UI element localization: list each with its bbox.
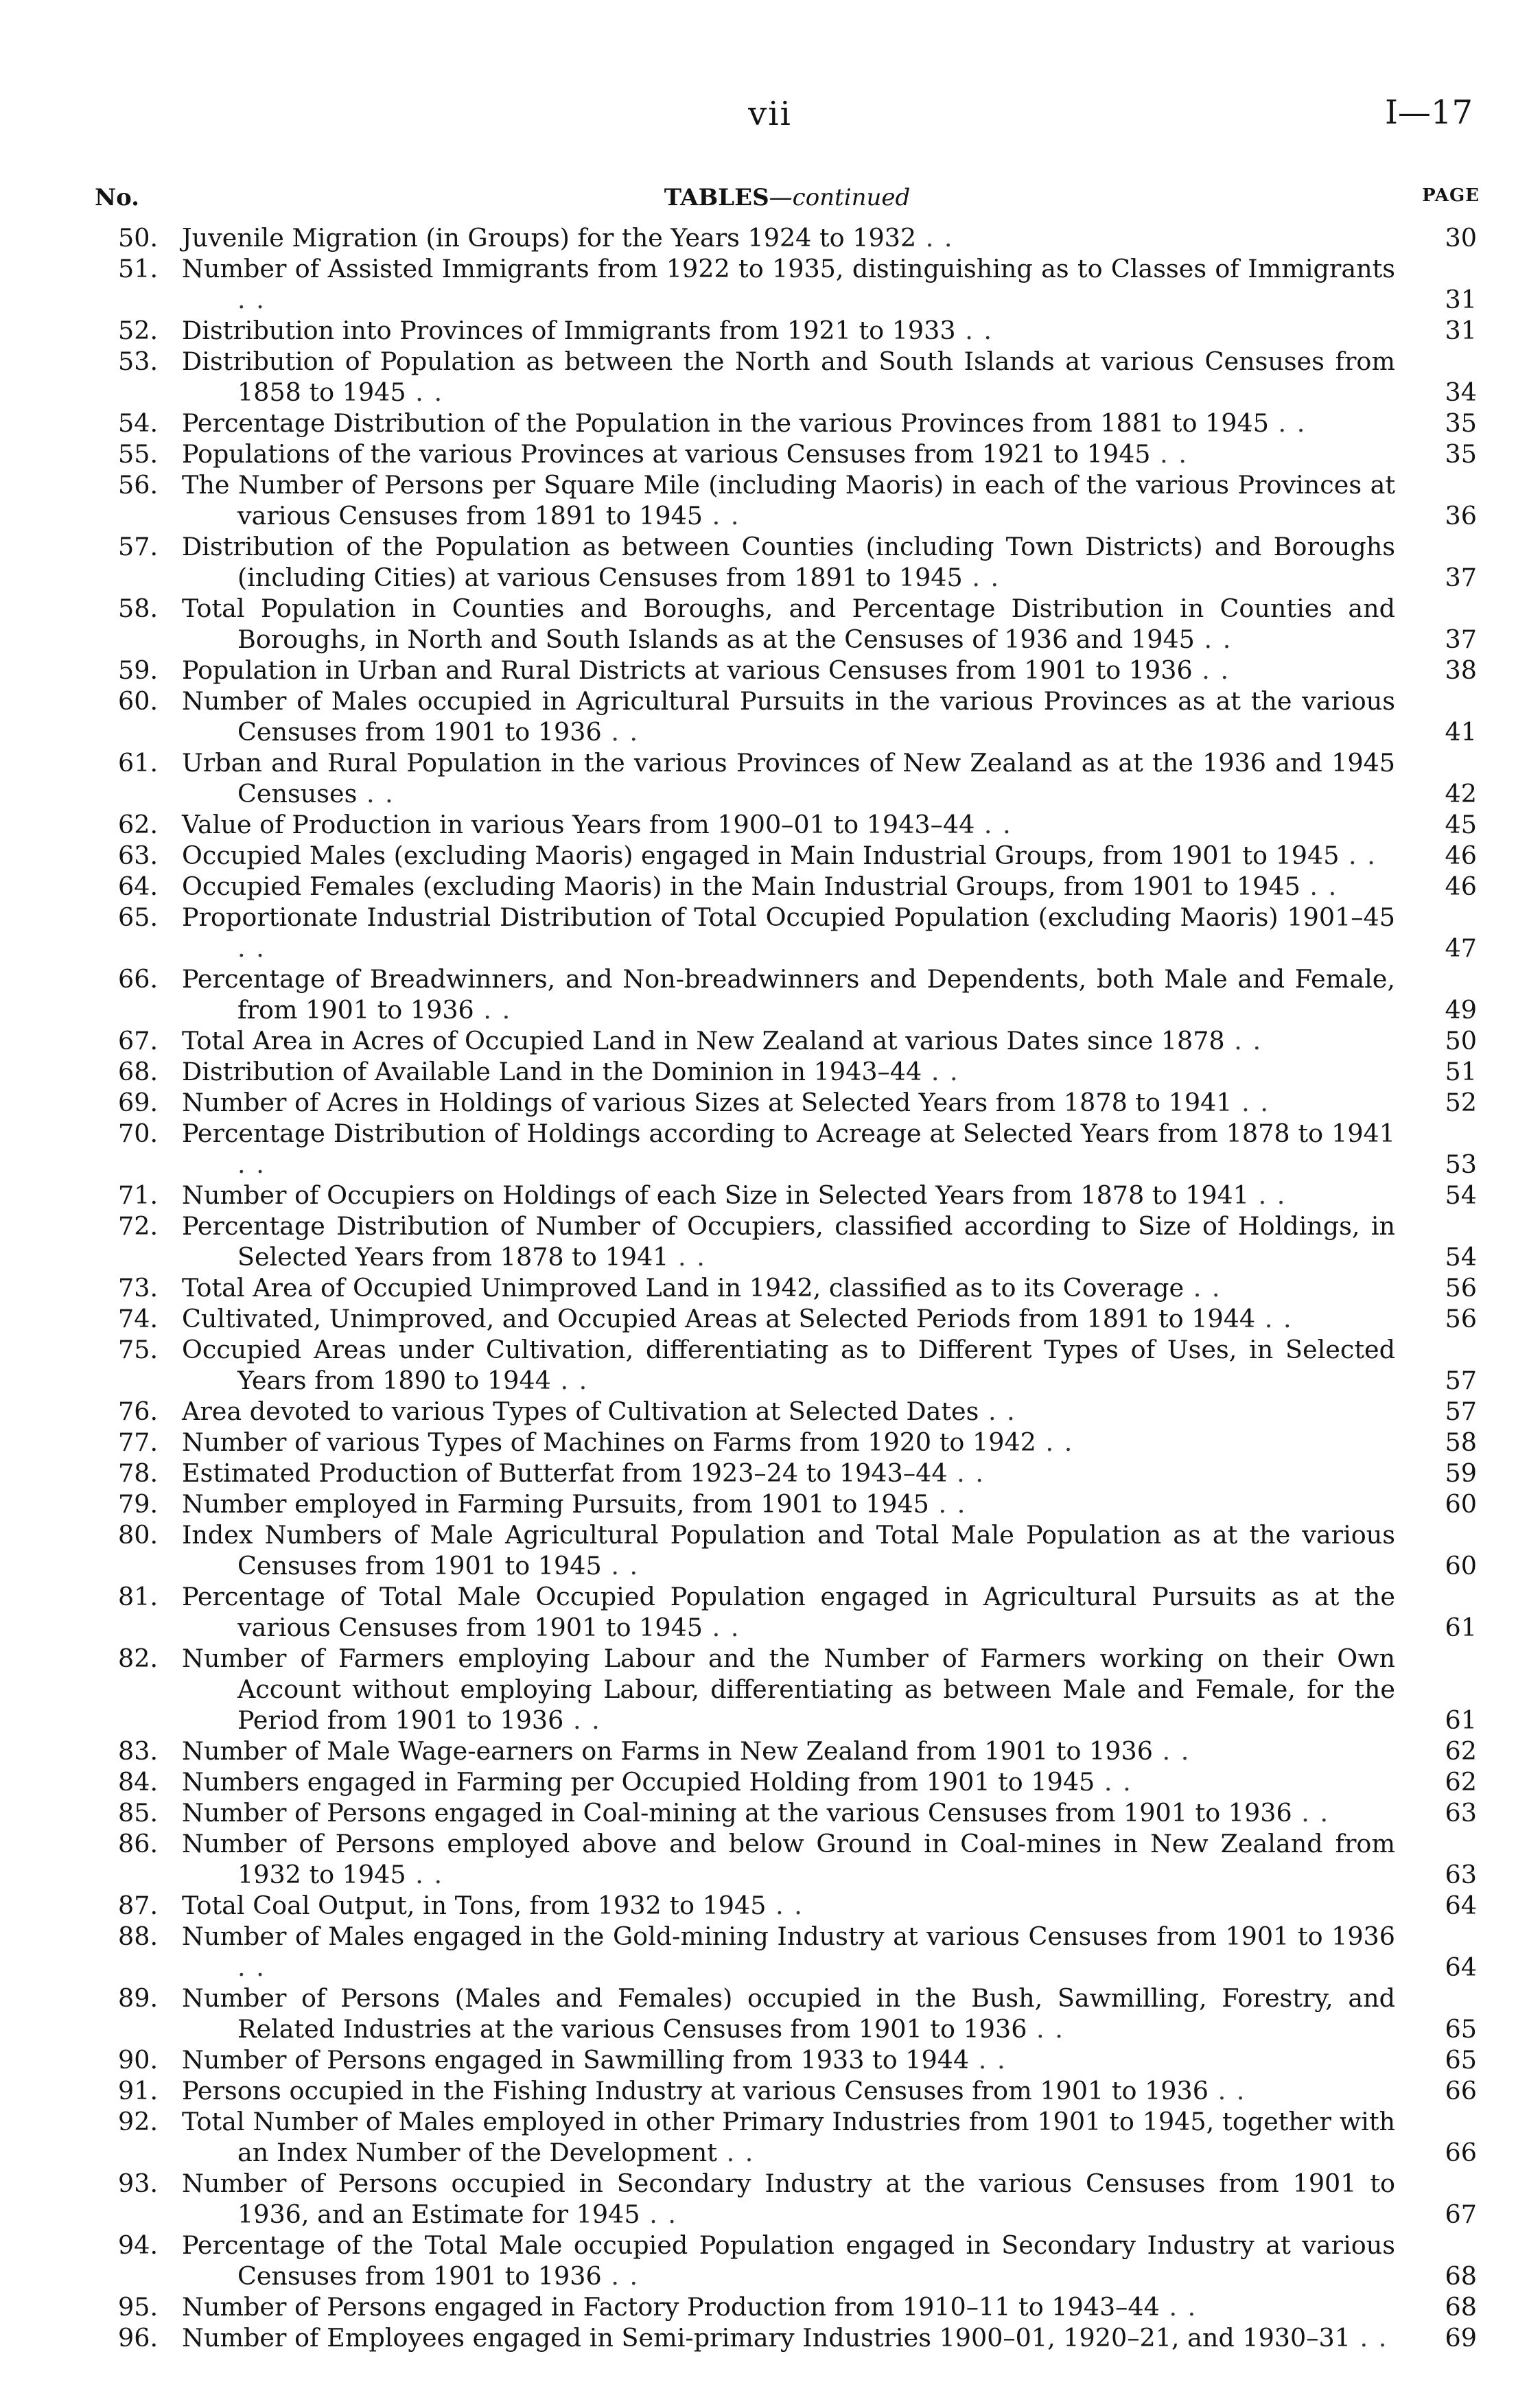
entry-title bbox=[182, 747, 1395, 809]
entry-title-text: Number of Persons employed above and below Ground in Coal-mines in New Zealand from 1932 to 1945 bbox=[182, 1829, 1395, 1889]
entry-title-text: Distribution of Available Land in the Dominion in 1943–44 bbox=[182, 1057, 922, 1086]
entry-title-text: Total Area in Acres of Occupied Land in New Zealand at various Dates since 1878 bbox=[182, 1026, 1225, 1055]
entry-title-text: Number employed in Farming Pursuits, from 1901 to 1945 bbox=[182, 1489, 929, 1519]
document-reference: I—17 bbox=[1384, 93, 1473, 132]
entry-number: 83. bbox=[118, 1736, 159, 1766]
entry-title-text: Number of Persons engaged in Factory Production from 1910–11 to 1943–44 bbox=[182, 2292, 1160, 2322]
entry-number: 69. bbox=[118, 1088, 159, 1117]
entry-title bbox=[182, 840, 1395, 871]
entry-number: 70. bbox=[118, 1119, 159, 1148]
entry-number: 68. bbox=[118, 1057, 159, 1086]
toc-entry bbox=[95, 1427, 1480, 1458]
dot-leader: . . bbox=[1268, 408, 1307, 438]
entry-title bbox=[182, 2322, 1395, 2353]
entry-title bbox=[182, 1427, 1395, 1458]
toc-entry bbox=[95, 2106, 1480, 2168]
entry-title bbox=[182, 2106, 1395, 2168]
entry-title bbox=[182, 1828, 1395, 1890]
entry-title-text: Number of Employees engaged in Semi-primary Industries 1900–01, 1920–21, and 1930–31 bbox=[182, 2323, 1351, 2353]
dot-leader: . . bbox=[1194, 625, 1233, 654]
entry-page-number: 45 bbox=[1445, 810, 1477, 839]
toc-entry bbox=[95, 593, 1480, 655]
entry-number: 55. bbox=[118, 439, 159, 469]
toc-entry bbox=[95, 809, 1480, 840]
dot-leader: . . bbox=[237, 285, 266, 314]
entry-number: 59. bbox=[118, 655, 159, 685]
entry-title-text: Number of Persons (Males and Females) occupied in the Bush, Sawmilling, Forestry, and Related Industries at the various Censuses from 1901 to 1936 bbox=[182, 1983, 1395, 2044]
toc-entry bbox=[95, 1025, 1480, 1056]
entry-page-number: 59 bbox=[1445, 1458, 1477, 1488]
entry-number: 50. bbox=[118, 223, 159, 253]
entry-number: 88. bbox=[118, 1922, 159, 1951]
entry-page-number: 63 bbox=[1445, 1798, 1477, 1828]
entry-number: 72. bbox=[118, 1211, 159, 1241]
entry-title bbox=[182, 1983, 1395, 2044]
dot-leader: . . bbox=[1152, 1736, 1191, 1766]
entry-title bbox=[182, 1519, 1395, 1581]
dot-leader: . . bbox=[1292, 1798, 1330, 1828]
entry-page-number: 31 bbox=[1445, 316, 1477, 345]
entry-page-number: 46 bbox=[1445, 872, 1477, 901]
entry-number: 51. bbox=[118, 254, 159, 283]
entry-title-text: Total Coal Output, in Tons, from 1932 to 1945 bbox=[182, 1891, 767, 1920]
entry-page-number: 56 bbox=[1445, 1273, 1477, 1303]
entry-number: 95. bbox=[118, 2292, 159, 2322]
dot-leader: . . bbox=[979, 1397, 1016, 1426]
entry-number: 73. bbox=[118, 1273, 159, 1303]
entry-number: 96. bbox=[118, 2323, 159, 2353]
entry-title-text: Distribution of the Population as between Counties (including Town Districts) and Boroughs (including Cities) at various Censuses from 1891 to 1945 bbox=[182, 532, 1395, 592]
entry-page-number: 69 bbox=[1445, 2323, 1477, 2353]
entry-title-text: Percentage Distribution of the Population in the various Provinces from 1881 to 1945 bbox=[182, 408, 1269, 438]
entry-page-number: 35 bbox=[1445, 408, 1477, 438]
entry-title bbox=[182, 1396, 1395, 1427]
entry-page-number: 46 bbox=[1445, 841, 1477, 870]
entry-title-text: Distribution into Provinces of Immigrants from 1921 to 1933 bbox=[182, 316, 956, 345]
toc-entry bbox=[95, 2044, 1480, 2075]
toc-entry bbox=[95, 1180, 1480, 1211]
toc-entry bbox=[95, 2075, 1480, 2106]
dot-leader: . . bbox=[1184, 1273, 1222, 1303]
toc-entry bbox=[95, 439, 1480, 469]
entry-title-text: Percentage of Total Male Occupied Population engaged in Agricultural Pursuits as at the various Censuses from 1901 to 1945 bbox=[182, 1582, 1395, 1642]
entry-number: 64. bbox=[118, 872, 159, 901]
entry-page-number: 65 bbox=[1445, 2045, 1477, 2075]
entry-title bbox=[182, 1890, 1395, 1921]
toc-entry bbox=[95, 1921, 1480, 1983]
entry-number: 84. bbox=[118, 1767, 159, 1797]
entry-title-text: Cultivated, Unimproved, and Occupied Areas at Selected Periods from 1891 to 1944 bbox=[182, 1304, 1256, 1333]
entry-page-number: 49 bbox=[1445, 995, 1477, 1025]
entry-title-text: Estimated Production of Butterfat from 1923–24 to 1943–44 bbox=[182, 1458, 948, 1488]
entry-page-number: 62 bbox=[1445, 1736, 1477, 1766]
dot-leader: . . bbox=[357, 779, 395, 808]
entry-number: 82. bbox=[118, 1644, 159, 1673]
toc-entry bbox=[95, 2322, 1480, 2353]
toc-entry bbox=[95, 871, 1480, 902]
dot-leader: . . bbox=[955, 316, 994, 345]
toc-entry bbox=[95, 1118, 1480, 1180]
entry-page-number: 50 bbox=[1445, 1026, 1477, 1055]
entry-number: 56. bbox=[118, 470, 159, 500]
entry-title-text: Number of Males occupied in Agricultural Pursuits in the various Provinces as at the various Censuses from 1901 to 1936 bbox=[182, 686, 1395, 747]
toc-entry bbox=[95, 1211, 1480, 1272]
entry-page-number: 61 bbox=[1445, 1705, 1477, 1735]
entry-title bbox=[182, 871, 1395, 902]
toc-entry bbox=[95, 1056, 1480, 1087]
entry-title bbox=[182, 2168, 1395, 2230]
entry-title bbox=[182, 2230, 1395, 2291]
dot-leader: . . bbox=[406, 377, 444, 407]
toc-entry bbox=[95, 1643, 1480, 1736]
toc-entry bbox=[95, 1797, 1480, 1828]
entry-page-number: 64 bbox=[1445, 1952, 1477, 1982]
entry-page-number: 56 bbox=[1445, 1304, 1477, 1333]
toc-entry bbox=[95, 1519, 1480, 1581]
entry-page-number: 54 bbox=[1445, 1180, 1477, 1210]
entry-title bbox=[182, 1643, 1395, 1736]
entry-title-text: Area devoted to various Types of Cultivation at Selected Dates bbox=[182, 1397, 979, 1426]
entry-page-number: 63 bbox=[1445, 1860, 1477, 1889]
toc-entry bbox=[95, 655, 1480, 686]
dot-leader: . . bbox=[1027, 2014, 1064, 2044]
toc-entry bbox=[95, 1890, 1480, 1921]
dot-leader: . . bbox=[601, 2261, 640, 2291]
entry-title-text: Juvenile Migration (in Groups) for the Years 1924 to 1932 bbox=[182, 223, 917, 253]
entry-title bbox=[182, 1118, 1395, 1180]
entry-title-text: Number of Persons engaged in Sawmilling from 1933 to 1944 bbox=[182, 2045, 970, 2075]
entry-title-text: Persons occupied in the Fishing Industry at various Censuses from 1901 to 1936 bbox=[182, 2076, 1209, 2105]
entry-title bbox=[182, 1334, 1395, 1396]
entry-title bbox=[182, 1303, 1395, 1334]
entry-title bbox=[182, 964, 1395, 1025]
entry-page-number: 38 bbox=[1445, 655, 1477, 685]
entry-number: 67. bbox=[118, 1026, 159, 1055]
toc-entry bbox=[95, 840, 1480, 871]
dot-leader: . . bbox=[237, 1952, 266, 1982]
entry-title bbox=[182, 593, 1395, 655]
entry-title-text: Number of Assisted Immigrants from 1922 to 1935, distinguishing as to Classes of Immigrants bbox=[182, 254, 1395, 283]
entry-page-number: 60 bbox=[1445, 1489, 1477, 1519]
dot-leader: . . bbox=[1159, 2292, 1198, 2322]
page-number: vii bbox=[748, 95, 792, 133]
entry-title bbox=[182, 439, 1395, 469]
entry-title-text: Total Area of Occupied Unimproved Land in 1942, classified as to its Coverage bbox=[182, 1273, 1185, 1303]
entry-number: 54. bbox=[118, 408, 159, 438]
dot-leader: . . bbox=[922, 1057, 959, 1086]
entry-page-number: 34 bbox=[1445, 377, 1477, 407]
entry-page-number: 64 bbox=[1445, 1891, 1477, 1920]
entry-page-number: 37 bbox=[1445, 625, 1477, 654]
column-header-page: PAGE bbox=[1422, 185, 1480, 206]
entry-number: 81. bbox=[118, 1582, 159, 1611]
entry-title bbox=[182, 315, 1395, 346]
toc-entry bbox=[95, 686, 1480, 747]
dot-leader: . . bbox=[929, 1489, 967, 1519]
toc-entry bbox=[95, 902, 1480, 964]
entry-number: 93. bbox=[118, 2169, 159, 2198]
entry-number: 63. bbox=[118, 841, 159, 870]
dot-leader: . . bbox=[703, 501, 740, 530]
toc-entry bbox=[95, 1983, 1480, 2044]
dot-leader: . . bbox=[1095, 1767, 1132, 1797]
dot-leader: . . bbox=[668, 1242, 706, 1272]
entry-number: 58. bbox=[118, 594, 159, 623]
dot-leader: . . bbox=[1208, 2076, 1246, 2105]
toc-entry bbox=[95, 964, 1480, 1025]
dot-leader: . . bbox=[237, 933, 266, 963]
entry-title bbox=[182, 902, 1395, 964]
entry-title bbox=[182, 469, 1395, 531]
toc-entry bbox=[95, 253, 1480, 315]
entry-title-text: Number of Male Wage-earners on Farms in New Zealand from 1901 to 1936 bbox=[182, 1736, 1153, 1766]
entry-number: 53. bbox=[118, 347, 159, 376]
entry-page-number: 42 bbox=[1445, 779, 1477, 808]
entry-page-number: 54 bbox=[1445, 1242, 1477, 1272]
entry-page-number: 30 bbox=[1445, 223, 1477, 253]
entry-number: 71. bbox=[118, 1180, 159, 1210]
entry-title bbox=[182, 222, 1395, 253]
toc-entry bbox=[95, 1736, 1480, 1766]
toc-entry bbox=[95, 1581, 1480, 1643]
entry-title-text: Number of Males engaged in the Gold-mining Industry at various Censuses from 1901 to 1936 bbox=[182, 1922, 1395, 1951]
entry-title-text: Number of Occupiers on Holdings of each Size in Selected Years from 1878 to 1941 bbox=[182, 1180, 1249, 1210]
entry-number: 79. bbox=[118, 1489, 159, 1519]
entry-page-number: 53 bbox=[1445, 1150, 1477, 1179]
toc-entry bbox=[95, 2230, 1480, 2291]
entry-title bbox=[182, 408, 1395, 439]
entry-number: 57. bbox=[118, 532, 159, 561]
entry-title-text: Urban and Rural Population in the various Provinces of New Zealand as at the 1936 and 1945 Censuses bbox=[182, 748, 1395, 808]
dot-leader: . . bbox=[601, 717, 640, 747]
entry-number: 77. bbox=[118, 1427, 159, 1457]
entry-title-text: Occupied Females (excluding Maoris) in the Main Industrial Groups, from 1901 to 1945 bbox=[182, 872, 1300, 901]
entry-title-text: Percentage of Breadwinners, and Non-breadwinners and Dependents, both Male and Female, from 1901 to 1936 bbox=[182, 964, 1395, 1025]
entry-title bbox=[182, 1797, 1395, 1828]
dot-leader: . . bbox=[1255, 1304, 1293, 1333]
dot-leader: . . bbox=[947, 1458, 985, 1488]
toc-entry bbox=[95, 408, 1480, 439]
toc-entry bbox=[95, 1766, 1480, 1797]
entry-page-number: 61 bbox=[1445, 1613, 1477, 1642]
entry-page-number: 62 bbox=[1445, 1767, 1477, 1797]
toc-entry bbox=[95, 1334, 1480, 1396]
entry-title bbox=[182, 253, 1395, 315]
entry-title bbox=[182, 531, 1395, 593]
entry-page-number: 57 bbox=[1445, 1397, 1477, 1426]
entry-title-text: Value of Production in various Years from 1900–01 to 1943–44 bbox=[182, 810, 975, 839]
entry-number: 92. bbox=[118, 2107, 159, 2136]
column-header-number: No. bbox=[95, 184, 139, 211]
entry-page-number: 68 bbox=[1445, 2261, 1477, 2291]
entry-title-text: Percentage Distribution of Holdings according to Acreage at Selected Years from 1878 to 1941 bbox=[182, 1119, 1395, 1148]
entry-title-text: Distribution of Population as between the North and South Islands at various Censuses from 1858 to 1945 bbox=[182, 347, 1395, 407]
section-title-suffix: —continued bbox=[769, 184, 911, 211]
entry-title-text: Numbers engaged in Farming per Occupied Holding from 1901 to 1945 bbox=[182, 1767, 1095, 1797]
dot-leader: . . bbox=[916, 223, 954, 253]
entry-page-number: 57 bbox=[1445, 1366, 1477, 1395]
entry-page-number: 58 bbox=[1445, 1427, 1477, 1457]
entry-number: 78. bbox=[118, 1458, 159, 1488]
entry-page-number: 65 bbox=[1445, 2014, 1477, 2044]
entry-number: 74. bbox=[118, 1304, 159, 1333]
entry-title bbox=[182, 1736, 1395, 1766]
entry-page-number: 51 bbox=[1445, 1057, 1477, 1086]
entry-number: 60. bbox=[118, 686, 159, 716]
entry-number: 62. bbox=[118, 810, 159, 839]
toc-entry bbox=[95, 747, 1480, 809]
dot-leader: . . bbox=[550, 1366, 589, 1395]
dot-leader: . . bbox=[766, 1891, 804, 1920]
entry-title bbox=[182, 346, 1395, 408]
dot-leader: . . bbox=[1224, 1026, 1263, 1055]
entry-number: 91. bbox=[118, 2076, 159, 2105]
dot-leader: . . bbox=[474, 995, 512, 1025]
dot-leader: . . bbox=[563, 1705, 601, 1735]
entry-page-number: 37 bbox=[1445, 563, 1477, 592]
dot-leader: . . bbox=[1150, 439, 1188, 469]
entry-title bbox=[182, 655, 1395, 686]
entry-title bbox=[182, 1180, 1395, 1211]
entry-title bbox=[182, 1272, 1395, 1303]
dot-leader: . . bbox=[962, 563, 1001, 592]
dot-leader: . . bbox=[1192, 655, 1230, 685]
entry-title bbox=[182, 1458, 1395, 1489]
entry-title bbox=[182, 686, 1395, 747]
toc-entry bbox=[95, 346, 1480, 408]
table-of-contents-list bbox=[95, 222, 1480, 2353]
dot-leader: . . bbox=[406, 1860, 444, 1889]
entry-title-text: Number of various Types of Machines on Farms from 1920 to 1942 bbox=[182, 1427, 1036, 1457]
entry-page-number: 60 bbox=[1445, 1551, 1477, 1580]
dot-leader: . . bbox=[237, 1150, 266, 1179]
dot-leader: . . bbox=[1339, 841, 1377, 870]
entry-title bbox=[182, 2291, 1395, 2322]
entry-number: 86. bbox=[118, 1829, 159, 1858]
entry-number: 66. bbox=[118, 964, 159, 994]
dot-leader: . . bbox=[1249, 1180, 1287, 1210]
entry-page-number: 66 bbox=[1445, 2138, 1477, 2167]
entry-title-text: Population in Urban and Rural Districts at various Censuses from 1901 to 1936 bbox=[182, 655, 1193, 685]
entry-number: 80. bbox=[118, 1520, 159, 1550]
table-header-row bbox=[95, 184, 1480, 217]
entry-number: 61. bbox=[118, 748, 159, 778]
toc-entry bbox=[95, 1396, 1480, 1427]
dot-leader: . . bbox=[1300, 872, 1338, 901]
entry-page-number: 67 bbox=[1445, 2199, 1477, 2229]
toc-entry bbox=[95, 2291, 1480, 2322]
entry-title-text: Number of Persons occupied in Secondary Industry at the various Censuses from 1901 to 1936, and an Estimate for 1945 bbox=[182, 2169, 1395, 2229]
entry-number: 85. bbox=[118, 1798, 159, 1828]
dot-leader: . . bbox=[969, 2045, 1007, 2075]
toc-entry bbox=[95, 1828, 1480, 1890]
toc-entry bbox=[95, 469, 1480, 531]
toc-entry bbox=[95, 1303, 1480, 1334]
entry-number: 75. bbox=[118, 1335, 159, 1364]
entry-title bbox=[182, 2075, 1395, 2106]
entry-title-text: Populations of the various Provinces at various Censuses from 1921 to 1945 bbox=[182, 439, 1151, 469]
entry-title bbox=[182, 1921, 1395, 1983]
entry-title bbox=[182, 1211, 1395, 1272]
entry-title-text: The Number of Persons per Square Mile (including Maoris) in each of the various Provinces at various Censuses from 1891 to 1945 bbox=[182, 470, 1395, 530]
toc-entry bbox=[95, 1458, 1480, 1489]
entry-title bbox=[182, 1025, 1395, 1056]
section-title bbox=[664, 184, 911, 211]
entry-number: 90. bbox=[118, 2045, 159, 2075]
entry-number: 89. bbox=[118, 1983, 159, 2013]
toc-entry bbox=[95, 1272, 1480, 1303]
toc-entry bbox=[95, 531, 1480, 593]
dot-leader: . . bbox=[1036, 1427, 1074, 1457]
toc-entry bbox=[95, 315, 1480, 346]
section-title-text: TABLES bbox=[664, 184, 769, 211]
entry-page-number: 35 bbox=[1445, 439, 1477, 469]
dot-leader: . . bbox=[975, 810, 1012, 839]
entry-title-text: Number of Farmers employing Labour and the Number of Farmers working on their Own Account without employing Labour, differentiating as between Male and Female, for the Period from 1901 to 1936 bbox=[182, 1644, 1395, 1735]
entry-title-text: Number of Acres in Holdings of various Sizes at Selected Years from 1878 to 1941 bbox=[182, 1088, 1233, 1117]
dot-leader: . . bbox=[703, 1613, 740, 1642]
dot-leader: . . bbox=[601, 1551, 640, 1580]
entry-title bbox=[182, 1766, 1395, 1797]
toc-entry bbox=[95, 1087, 1480, 1118]
entry-title bbox=[182, 1489, 1395, 1519]
entry-page-number: 66 bbox=[1445, 2076, 1477, 2105]
entry-title-text: Number of Persons engaged in Coal-mining at the various Censuses from 1901 to 1936 bbox=[182, 1798, 1292, 1828]
entry-title-text: Total Number of Males employed in other Primary Industries from 1901 to 1945, together with an Index Number of the Development bbox=[182, 2107, 1395, 2167]
dot-leader: . . bbox=[1350, 2323, 1388, 2353]
entry-title-text: Occupied Males (excluding Maoris) engaged in Main Industrial Groups, from 1901 to 1945 bbox=[182, 841, 1340, 870]
entry-page-number: 41 bbox=[1445, 717, 1477, 747]
entry-page-number: 68 bbox=[1445, 2292, 1477, 2322]
dot-leader: . . bbox=[716, 2138, 755, 2167]
entry-title-text: Proportionate Industrial Distribution of Total Occupied Population (excluding Maoris) 1901–45 bbox=[182, 902, 1395, 932]
dot-leader: . . bbox=[640, 2199, 678, 2229]
entry-title bbox=[182, 1056, 1395, 1087]
entry-title bbox=[182, 809, 1395, 840]
entry-number: 87. bbox=[118, 1891, 159, 1920]
entry-number: 52. bbox=[118, 316, 159, 345]
entry-number: 94. bbox=[118, 2230, 159, 2260]
entry-page-number: 36 bbox=[1445, 501, 1477, 530]
entry-title-text: Index Numbers of Male Agricultural Population and Total Male Population as at the various Censuses from 1901 to 1945 bbox=[182, 1520, 1395, 1580]
entry-number: 65. bbox=[118, 902, 159, 932]
entry-title-text: Percentage of the Total Male occupied Population engaged in Secondary Industry at various Censuses from 1901 to 1936 bbox=[182, 2230, 1395, 2291]
toc-entry bbox=[95, 1489, 1480, 1519]
toc-entry bbox=[95, 222, 1480, 253]
entry-page-number: 31 bbox=[1445, 285, 1477, 314]
entry-title bbox=[182, 1087, 1395, 1118]
entry-number: 76. bbox=[118, 1397, 159, 1426]
entry-title bbox=[182, 2044, 1395, 2075]
dot-leader: . . bbox=[1232, 1088, 1270, 1117]
entry-title bbox=[182, 1581, 1395, 1643]
entry-page-number: 47 bbox=[1445, 933, 1477, 963]
entry-title-text: Percentage Distribution of Number of Occupiers, classified according to Size of Holdings, in Selected Years from 1878 to 1941 bbox=[182, 1211, 1395, 1272]
entry-title-text: Total Population in Counties and Boroughs, and Percentage Distribution in Counties and Boroughs, in North and South Islands as at the Censuses of 1936 and 1945 bbox=[182, 594, 1395, 654]
entry-title-text: Occupied Areas under Cultivation, differentiating as to Different Types of Uses, in Selected Years from 1890 to 1944 bbox=[182, 1335, 1395, 1395]
toc-entry bbox=[95, 2168, 1480, 2230]
entry-page-number: 52 bbox=[1445, 1088, 1477, 1117]
